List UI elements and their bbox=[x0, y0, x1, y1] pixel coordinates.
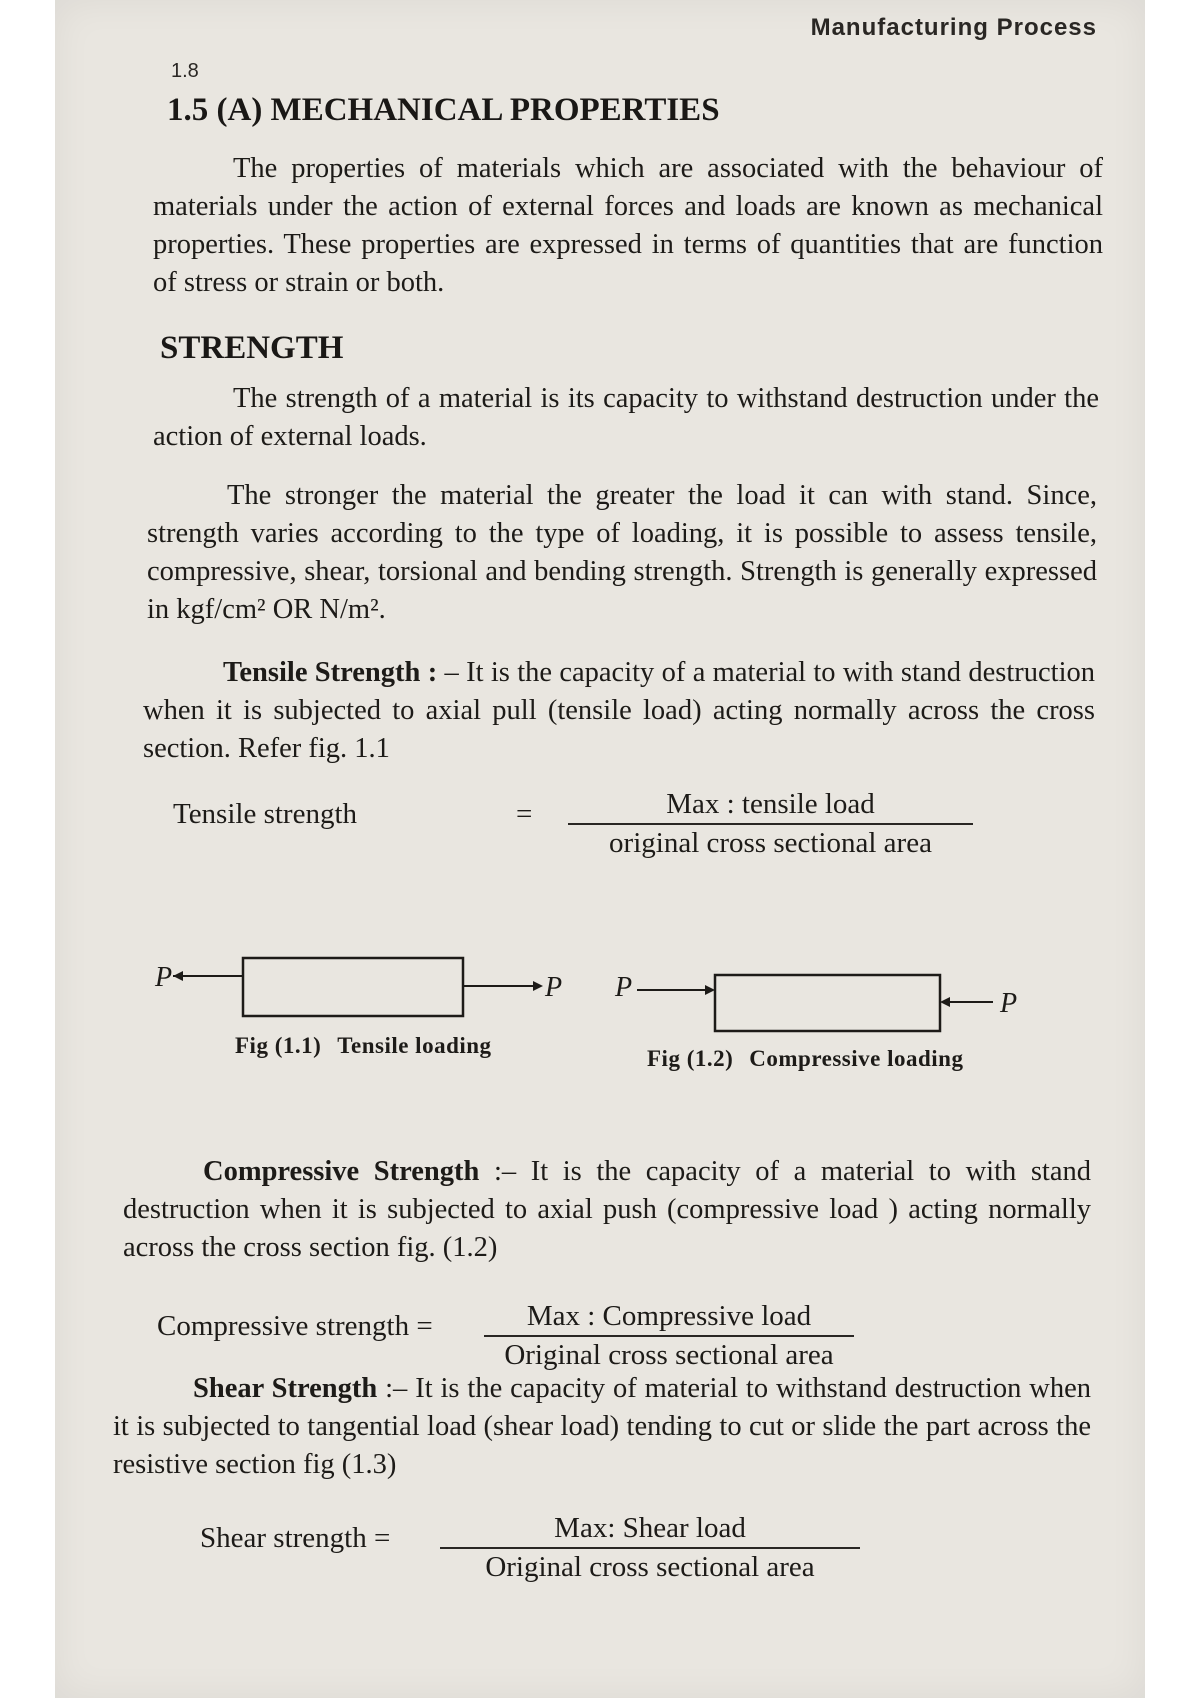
section-heading: 1.5 (A) MECHANICAL PROPERTIES bbox=[167, 92, 720, 128]
shear-formula-lhs: Shear strength = bbox=[200, 1522, 391, 1554]
figure-1-2-caption bbox=[647, 1046, 963, 1072]
shear-fraction bbox=[440, 1512, 860, 1584]
compressive-denominator: Original cross sectional area bbox=[504, 1339, 834, 1371]
shear-numerator: Max: Shear load bbox=[440, 1512, 860, 1549]
tensile-paragraph bbox=[143, 654, 1095, 768]
shear-term: Shear Strength bbox=[193, 1373, 378, 1404]
compressive-numerator: Max : Compressive load bbox=[484, 1300, 854, 1337]
compressive-right-load-label: P bbox=[1000, 988, 1018, 1019]
figure-1-2-title: Compressive loading bbox=[749, 1046, 964, 1071]
tensile-fraction bbox=[568, 788, 973, 860]
tensile-right-arrowhead bbox=[533, 981, 543, 991]
page-number: 1.8 bbox=[171, 60, 199, 82]
tensile-term: Tensile Strength : bbox=[223, 657, 438, 688]
tensile-formula bbox=[173, 788, 973, 858]
strength-paragraph-1: The strength of a material is its capacity to withstand destruction under the action of external loads. bbox=[153, 383, 1099, 452]
figure-1-1-number: Fig (1.1) bbox=[235, 1033, 322, 1058]
tensile-formula-lhs: Tensile strength bbox=[173, 798, 358, 830]
tensile-formula-equals: = bbox=[516, 798, 533, 830]
tensile-denominator: original cross sectional area bbox=[609, 827, 932, 859]
figure-1-1-caption bbox=[235, 1033, 492, 1059]
tensile-specimen bbox=[243, 958, 463, 1016]
compressive-fraction bbox=[484, 1300, 854, 1372]
shear-formula bbox=[200, 1512, 1000, 1582]
shear-paragraph bbox=[113, 1370, 1091, 1484]
compressive-left-arrowhead bbox=[705, 985, 715, 995]
compressive-formula-lhs: Compressive strength = bbox=[157, 1310, 433, 1342]
strength-heading: STRENGTH bbox=[160, 330, 344, 366]
shear-definition: :– It is the capacity of material to withstand destruction when it is subjected to tangential load (shear load) tending to cut or slide the part across the resistive section fig (1.3) bbox=[113, 1373, 1091, 1480]
tensile-definition: – It is the capacity of a material to with stand destruction when it is subjected to axial pull (tensile load) acting normally across the cross section. Refer fig. 1.1 bbox=[143, 657, 1096, 764]
strength-paragraph-2: The stronger the material the greater the load it can with stand. Since, strength varies according to the type of loading, it is possible to assess tensile, compressive, shear, torsional and bending strength. Strength is generally expressed in kgf/cm² OR N/m². bbox=[147, 480, 1097, 625]
tensile-right-load-label: P bbox=[545, 972, 563, 1003]
figure-1-1-title: Tensile loading bbox=[337, 1033, 492, 1058]
shear-denominator: Original cross sectional area bbox=[485, 1551, 815, 1583]
compressive-definition: :– It is the capacity of a material to with stand destruction when it is subjected to axial push (compressive load ) acting normally across the cross section fig. (1.2) bbox=[123, 1156, 1091, 1263]
intro-paragraph: The properties of materials which are associated with the behaviour of materials under the action of external forces and loads are known as mechanical properties. These properties are expressed in terms of quantities that are function of stress or strain or both. bbox=[153, 153, 1103, 298]
compressive-paragraph bbox=[123, 1153, 1091, 1267]
compressive-right-arrowhead bbox=[940, 997, 950, 1007]
running-title: Manufacturing Process bbox=[810, 14, 1097, 41]
compressive-term: Compressive Strength bbox=[203, 1156, 480, 1187]
tensile-left-load-label: P bbox=[155, 962, 173, 993]
tensile-numerator: Max : tensile load bbox=[568, 788, 973, 825]
compressive-left-load-label: P bbox=[615, 972, 633, 1003]
book-page bbox=[55, 0, 1145, 1698]
compressive-formula bbox=[157, 1300, 957, 1370]
tensile-left-arrowhead bbox=[173, 971, 183, 981]
compressive-loading-diagram bbox=[615, 960, 1135, 1040]
compressive-specimen bbox=[715, 975, 940, 1031]
figure-1-2-number: Fig (1.2) bbox=[647, 1046, 734, 1071]
